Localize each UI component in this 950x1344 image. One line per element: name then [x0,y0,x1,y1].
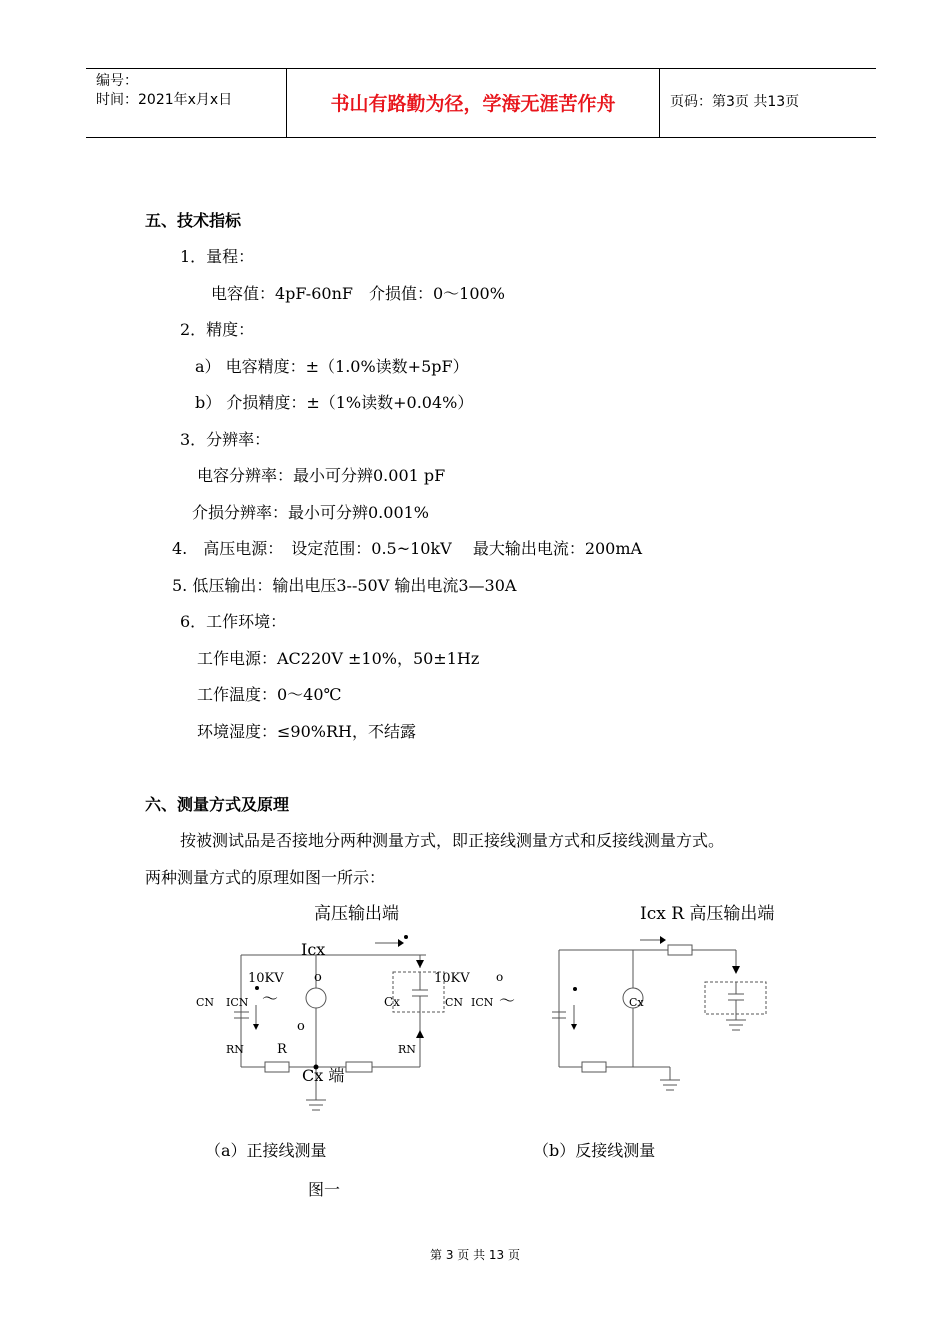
list-item: a） 电容精度：±（1.0%读数+5pF） [195,357,469,376]
diagram-label: Icx R 高压输出端 [640,904,775,924]
paragraph: 按被测试品是否接地分两种测量方式，即正接线测量方式和反接线测量方式。 [180,831,725,850]
diagram-label: RN [226,1043,244,1056]
page-footer: 第 3 页 共 13 页 [430,1248,520,1262]
list-item: 介损分辨率：最小可分辨0.001% [192,503,430,522]
figure-caption: （b）反接线测量 [533,1141,656,1160]
diagram-label: Cx [384,995,400,1009]
paragraph: 两种测量方式的原理如图一所示： [145,868,386,887]
list-item: 6．工作环境： [180,612,287,631]
header-divider [659,69,660,137]
diagram-label: 高压输出端 [314,904,399,924]
header-date: 时间：2021年x月x日 [96,92,233,108]
diagram-label: 10KV [248,971,284,986]
diagram-label: CN [445,996,464,1009]
diagram-label: 10KV [434,971,470,986]
list-item: 3．分辨率： [180,430,271,449]
circuit-diagram [0,895,950,1205]
diagram-label: ～ [262,989,279,1008]
figure-caption: 图一 [308,1180,341,1199]
list-item: b） 介损精度：±（1%读数+0.04%） [195,393,474,412]
header-motto: 书山有路勤为径，学海无涯苦作舟 [330,92,616,115]
header-number: 编号： [96,73,138,89]
diagram-label: CN [196,996,215,1009]
figure-caption: （a）正接线测量 [205,1141,327,1160]
list-item: 环境湿度：≤90%RH，不结露 [197,722,416,741]
list-item: 1．量程： [180,247,255,266]
diagram-label: R [277,1042,287,1057]
list-item: 电容值：4pF-60nF 介损值：0～100% [211,284,505,303]
diagram-label: Cx [629,996,644,1009]
list-item: 5. 低压输出：输出电压3--50V 输出电流3—30A [172,576,517,595]
list-item: 4. 高压电源： 设定范围：0.5~10kV 最大输出电流：200mA [172,539,643,558]
section-title: 六、测量方式及原理 [145,795,290,814]
diagram-label: o [496,970,504,984]
list-item: 工作温度：0～40℃ [197,685,342,704]
diagram-label: ICN [226,996,249,1009]
diagram-label: Icx [301,940,326,959]
diagram-label: o [297,1019,305,1034]
diagram-label: ～ [499,991,516,1010]
list-item: 电容分辨率：最小可分辨0.001 pF [197,466,446,485]
section-title: 五、技术指标 [145,211,242,230]
list-item: 2．精度： [180,320,255,339]
diagram-label: RN [398,1043,416,1056]
header-page-number: 页码：第3页 共13页 [670,94,800,110]
diagram-label: o [314,970,322,985]
diagram-label: Cx 端 [302,1066,345,1085]
diagram-label: ICN [471,996,494,1009]
list-item: 工作电源：AC220V ±10%，50±1Hz [197,649,480,668]
